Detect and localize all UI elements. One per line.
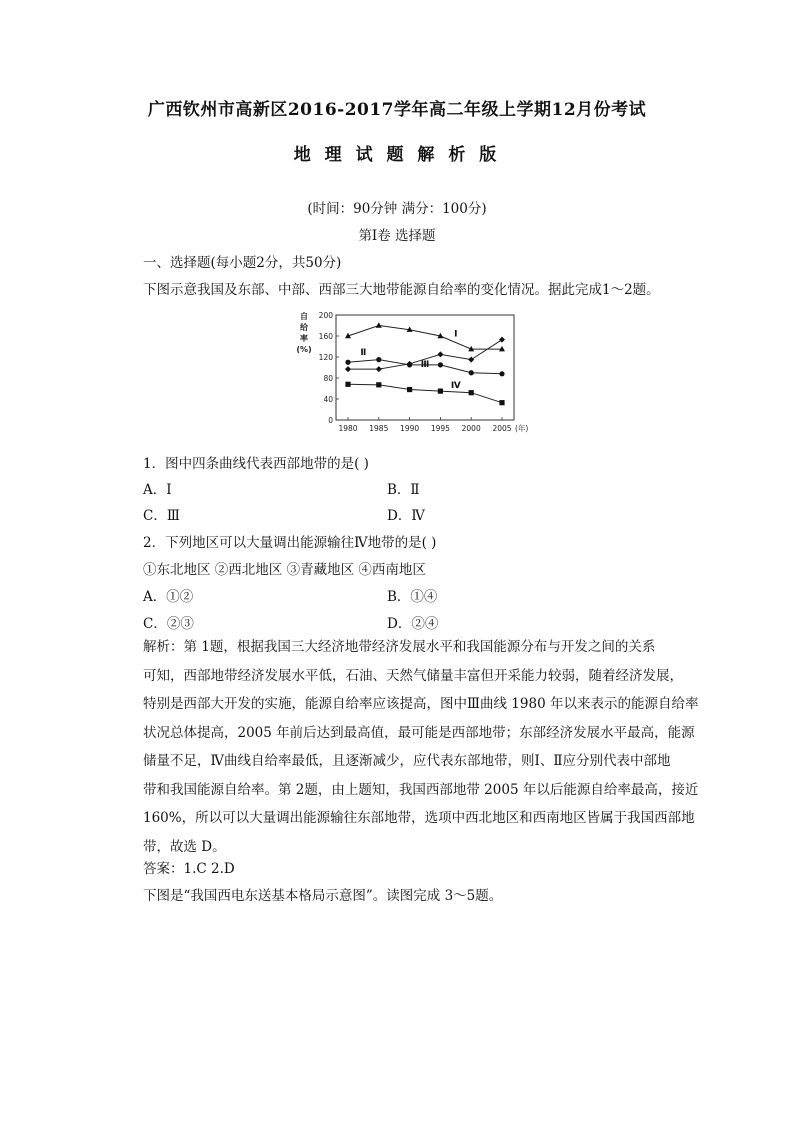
analysis-line: 可知，西部地带经济发展水平低，石油、天然气储量丰富但开采能力较弱，随着经济发展， xyxy=(143,667,683,684)
analysis-line: 带和我国能源自给率。第 2题，由上题知，我国西部地带 2005 年以后能源自给率最高，接近 xyxy=(143,781,699,798)
x-tick-label: 1990 xyxy=(400,424,420,433)
q2-option-a: A．①② xyxy=(143,589,194,605)
data-point xyxy=(438,362,443,367)
x-tick-label: 2000 xyxy=(461,424,481,433)
q2-option-b: B．①④ xyxy=(387,589,438,605)
q1-option-a: A．Ⅰ xyxy=(143,482,172,498)
data-point xyxy=(376,322,382,327)
data-point xyxy=(438,389,443,394)
data-point xyxy=(345,366,351,372)
x-tick-label: 2005 xyxy=(492,424,512,433)
analysis-line: 特别是西部大开发的实施，能源自给率应该提高，图中Ⅲ曲线 1980 年以来表示的能源自给率 xyxy=(143,696,699,712)
x-tick-label: 1985 xyxy=(369,424,389,433)
y-tick-label: 80 xyxy=(323,374,333,383)
y-axis-label: 率 xyxy=(300,334,308,343)
data-point xyxy=(499,371,504,376)
series-label: Ⅰ xyxy=(454,329,458,340)
y-axis-label: 自 xyxy=(300,312,308,321)
data-point xyxy=(437,351,443,357)
y-tick-label: 200 xyxy=(318,311,333,320)
data-point xyxy=(469,370,474,375)
x-tick-label: 1980 xyxy=(338,424,358,433)
data-point xyxy=(376,366,382,372)
data-point xyxy=(345,382,350,387)
data-point xyxy=(499,400,504,405)
x-tick-label: 1995 xyxy=(430,424,450,433)
time-info: (时间：90分钟 满分：100分) xyxy=(307,201,487,217)
q1-option-c: C．Ⅲ xyxy=(143,508,180,524)
y-tick-label: 0 xyxy=(328,416,333,425)
q1-option-b: B．Ⅱ xyxy=(387,482,420,498)
q1-option-d: D．Ⅳ xyxy=(387,508,425,524)
y-tick-label: 160 xyxy=(318,332,333,341)
data-point xyxy=(407,387,412,392)
data-point xyxy=(469,390,474,395)
doc-title: 广西钦州市高新区2016-2017学年高二年级上学期12月份考试 xyxy=(147,100,647,120)
analysis-line: 状况总体提高，2005 年前后达到最高值，最可能是西部地带；东部经济发展水平最高，能源 xyxy=(143,724,695,741)
q2-options-line: ①东北地区 ②西北地区 ③青藏地区 ④西南地区 xyxy=(143,562,426,578)
analysis-line: 带，故选 D。 xyxy=(143,838,226,855)
intro-text-2: 下图是“我国西电东送基本格局示意图”。读图完成 3～5题。 xyxy=(143,888,503,904)
series-line xyxy=(348,384,502,402)
data-point xyxy=(376,357,381,362)
series-label: Ⅱ xyxy=(360,347,367,358)
y-tick-label: 40 xyxy=(323,395,333,404)
data-point xyxy=(376,382,381,387)
answer-line: 答案：1.C 2.D xyxy=(143,861,235,877)
data-point xyxy=(345,360,350,365)
q2-stem: 2．下列地区可以大量调出能源输往Ⅳ地带的是( ) xyxy=(143,535,437,551)
q2-option-d: D．②④ xyxy=(387,616,439,632)
analysis-line: 储量不足，Ⅳ曲线自给率最低，且逐渐减少，应代表东部地带，则Ⅰ、Ⅱ应分别代表中部地 xyxy=(143,753,671,769)
analysis-paragraph xyxy=(143,633,699,861)
analysis-line: 解析：第 1题，根据我国三大经济地带经济发展水平和我国能源分布与开发之间的关系 xyxy=(143,639,656,655)
energy-chart xyxy=(292,305,529,440)
y-tick-label: 120 xyxy=(318,353,333,362)
x-axis-label: (年) xyxy=(515,424,529,433)
y-axis-label: 给 xyxy=(300,323,308,332)
series-label: Ⅳ xyxy=(450,380,461,391)
series-label: Ⅲ xyxy=(420,360,430,371)
part-heading: 一、选择题(每小题2分，共50分) xyxy=(143,255,342,271)
y-axis-label: (%) xyxy=(296,345,312,354)
analysis-line: 160%，所以可以大量调出能源输往东部地带，选项中西北地区和西南地区皆属于我国西部地 xyxy=(143,810,695,826)
section-heading: 第Ⅰ卷 选择题 xyxy=(358,228,436,244)
series-line xyxy=(348,326,502,350)
q1-stem: 1．图中四条曲线代表西部地带的是( ) xyxy=(143,456,369,472)
data-point xyxy=(468,357,474,363)
intro-text-1: 下图示意我国及东部、中部、西部三大地带能源自给率的变化情况。据此完成1～2题。 xyxy=(143,282,660,298)
doc-subtitle: 地 理 试 题 解 析 版 xyxy=(293,145,501,165)
data-point xyxy=(499,337,505,343)
q2-option-c: C．②③ xyxy=(143,616,194,632)
